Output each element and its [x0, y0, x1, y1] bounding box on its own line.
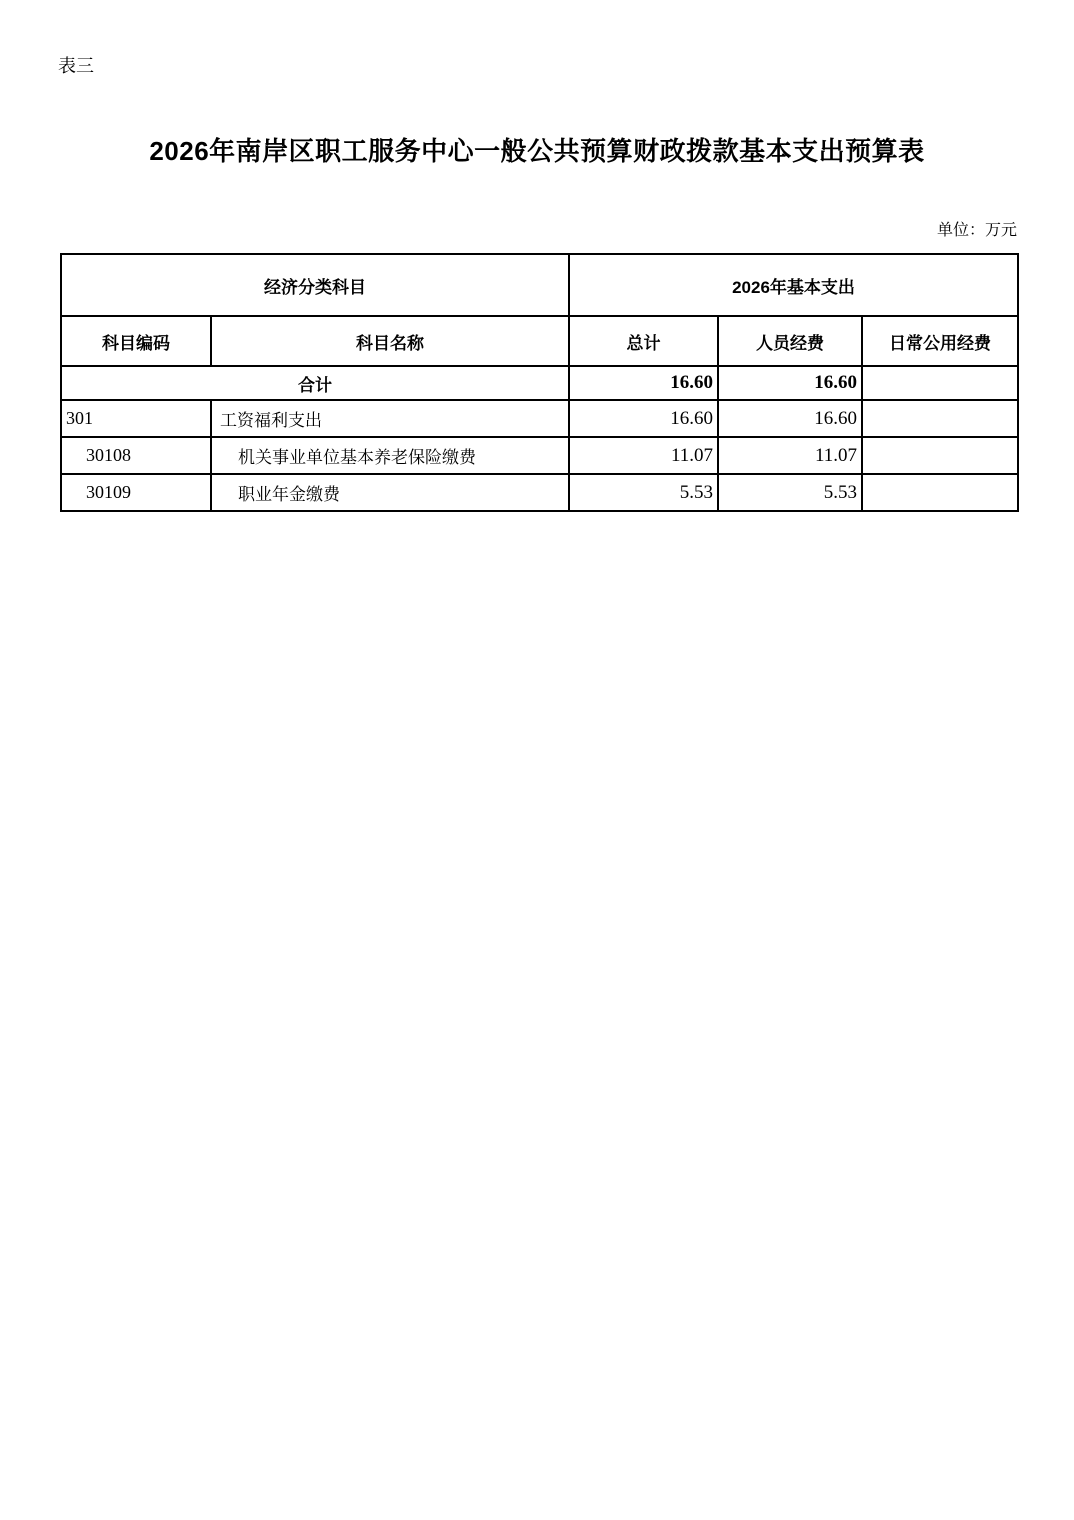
total-row-label: 合计	[61, 366, 569, 400]
row-total: 11.07	[569, 437, 718, 474]
row-total: 16.60	[569, 400, 718, 437]
table-row	[61, 474, 1018, 511]
row-personnel: 11.07	[718, 437, 862, 474]
row-personnel: 5.53	[718, 474, 862, 511]
row-daily	[862, 437, 1018, 474]
header-economic-classification: 经济分类科目	[61, 254, 569, 316]
col-header-subject-name: 科目名称	[211, 316, 569, 366]
table-row	[61, 437, 1018, 474]
page-title: 2026年南岸区职工服务中心一般公共预算财政拨款基本支出预算表	[149, 136, 925, 166]
row-code: 30108	[61, 437, 211, 474]
row-code: 301	[61, 400, 211, 437]
row-daily	[862, 474, 1018, 511]
row-name: 机关事业单位基本养老保险缴费	[211, 437, 569, 474]
row-daily	[862, 400, 1018, 437]
total-row-daily	[862, 366, 1018, 400]
total-row-personnel: 16.60	[718, 366, 862, 400]
row-personnel: 16.60	[718, 400, 862, 437]
row-total: 5.53	[569, 474, 718, 511]
col-header-subject-code: 科目编码	[61, 316, 211, 366]
col-header-daily-public-funds: 日常公用经费	[862, 316, 1018, 366]
header-basic-expenditure-2026: 2026年基本支出	[569, 254, 1018, 316]
table-row	[61, 400, 1018, 437]
header-columns-row	[61, 316, 1018, 366]
budget-table	[60, 253, 1019, 512]
total-row-total: 16.60	[569, 366, 718, 400]
row-name: 工资福利支出	[211, 400, 569, 437]
unit-note: 单位：万元	[936, 222, 1017, 239]
page-corner-label: 表三	[58, 56, 94, 76]
col-header-total: 总计	[569, 316, 718, 366]
row-name: 职业年金缴费	[211, 474, 569, 511]
header-group-row	[61, 254, 1018, 316]
row-code: 30109	[61, 474, 211, 511]
total-row	[61, 366, 1018, 400]
col-header-personnel-funds: 人员经费	[718, 316, 862, 366]
